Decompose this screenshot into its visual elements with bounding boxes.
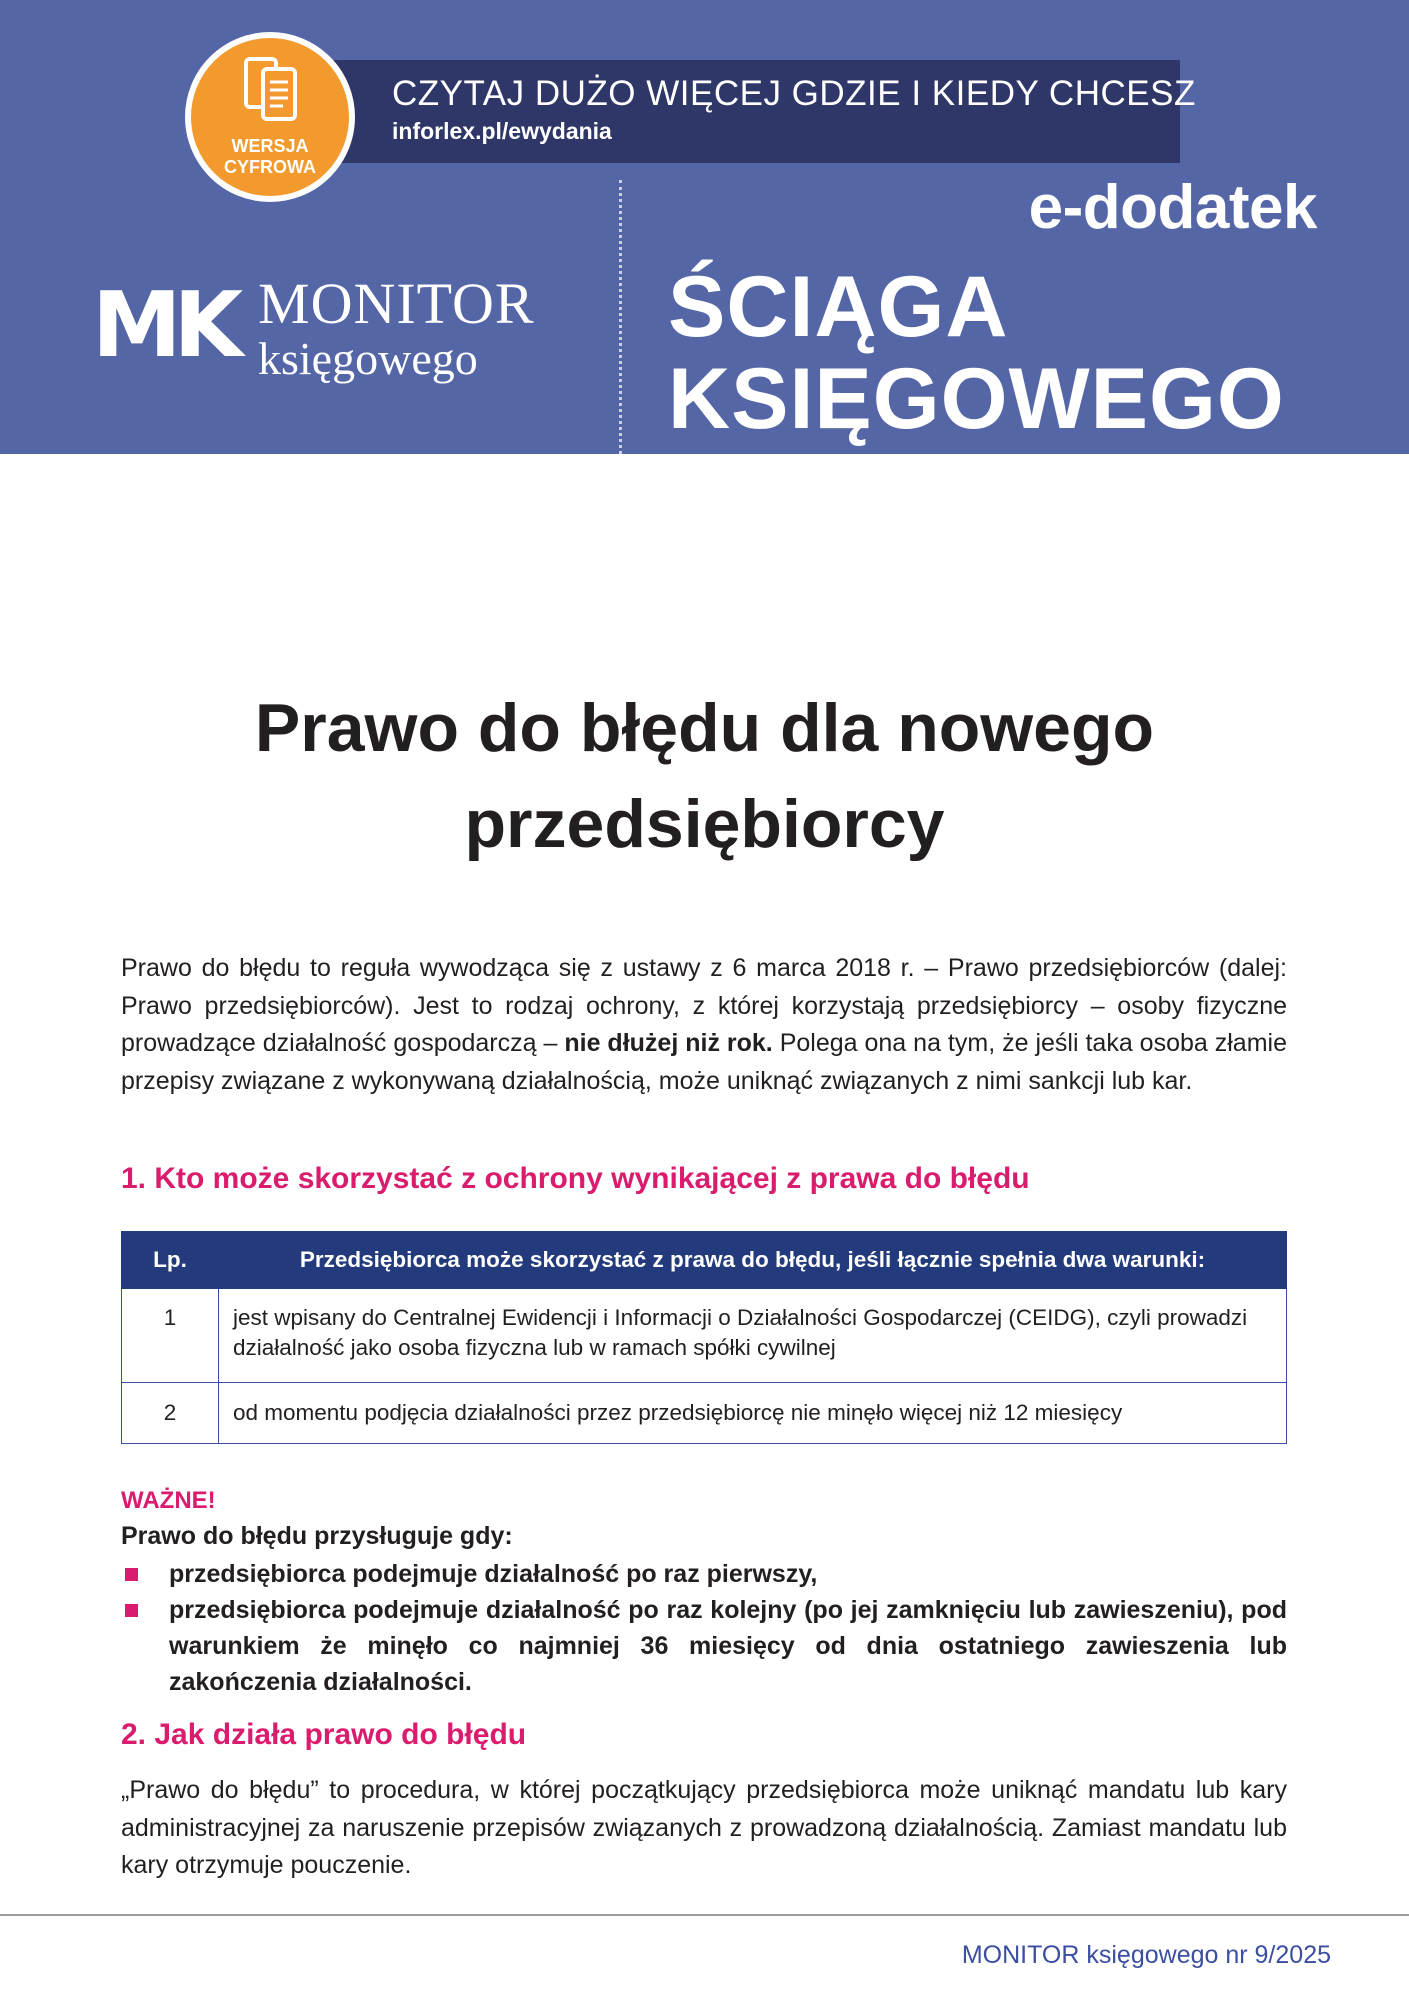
important-intro: Prawo do błędu przysługuje gdy: <box>121 1522 513 1550</box>
header-divider <box>619 180 622 454</box>
badge-label-line2: CYFROWA <box>224 157 316 177</box>
table-cell-lp: 2 <box>122 1383 219 1444</box>
footer-issue-label: MONITOR księgowego nr 9/2025 <box>961 1941 1331 1969</box>
intro-bold-text: nie dłużej niż rok. <box>564 1029 773 1057</box>
intro-text-end: Polega ona na tym, że jeśli taka osoba złamie przepisy związane z wykonywaną działalnością, może uniknąć związanych z nimi sankcji lub kar. <box>121 1029 1287 1095</box>
edodatek-label: e-dodatek <box>1028 173 1317 242</box>
important-label: WAŻNE! <box>121 1487 216 1514</box>
section1-heading: 1. Kto może skorzystać z ochrony wynikającej z prawa do błędu <box>121 1162 1030 1195</box>
table-header-row <box>122 1232 1287 1289</box>
square-bullet-icon <box>125 1604 138 1617</box>
monitor-logo-mark: MK <box>92 273 236 378</box>
list-item-text: przedsiębiorca podejmuje działalność po raz kolejny (po jej zamknięciu lub zawieszeniu), pod warunkiem że minęło co najmniej 36 miesięcy od dnia ostatniego zawieszenia lub zakończenia działalności. <box>169 1596 1287 1696</box>
table-cell-text: od momentu podjęcia działalności przez przedsiębiorcę nie minęło więcej niż 12 miesięcy <box>219 1383 1287 1444</box>
square-bullet-icon <box>125 1568 138 1581</box>
table-header-condition: Przedsiębiorca może skorzystać z prawa do błędu, jeśli łącznie spełnia dwa warunki: <box>219 1232 1287 1289</box>
digital-version-badge <box>185 32 355 202</box>
list-item <box>121 1556 1287 1592</box>
table-header-lp: Lp. <box>122 1232 219 1289</box>
intro-text-start: Prawo do błędu to reguła wywodząca się z ustawy z 6 marca 2018 r. – Prawo przedsiębiorców (dalej: Prawo przedsiębiorców). Jest to rodzaj ochrony, z której korzystają przedsiębiorcy – osoby fizyczne prowadzące działalność gospodarczą – <box>121 954 1287 1057</box>
intro-paragraph <box>121 950 1287 1100</box>
section2-paragraph: „Prawo do błędu” to procedura, w której początkujący przedsiębiorca może uniknąć mandatu lub kary administracyjnej za naruszenie przepisów związanych z prowadzoną działalnością. Zamiast mandatu lub kary otrzymuje pouczenie. <box>121 1776 1287 1879</box>
tablet-icon <box>243 56 299 127</box>
important-list <box>121 1556 1287 1700</box>
table-row <box>122 1289 1287 1383</box>
list-item <box>121 1592 1287 1700</box>
badge-label-line1: WERSJA <box>231 136 309 156</box>
conditions-table <box>121 1231 1287 1444</box>
section2-heading: 2. Jak działa prawo do błędu <box>121 1718 527 1751</box>
list-item-text: przedsiębiorca podejmuje działalność po raz pierwszy, <box>169 1560 818 1588</box>
promo-link[interactable]: inforlex.pl/ewydania <box>392 118 612 144</box>
supplement-title-line1: ŚCIĄGA <box>668 259 1009 355</box>
monitor-logo-subword: księgowego <box>258 333 478 384</box>
supplement-title-line2: KSIĘGOWEGO <box>668 351 1285 447</box>
table-row <box>122 1383 1287 1444</box>
article-title: Prawo do błędu dla nowego przedsiębiorcy <box>254 690 1155 862</box>
table-cell-lp: 1 <box>122 1289 219 1383</box>
footer-divider <box>0 1914 1409 1916</box>
promo-headline: CZYTAJ DUŻO WIĘCEJ GDZIE I KIEDY CHCESZ <box>392 74 1196 113</box>
table-cell-text: jest wpisany do Centralnej Ewidencji i Informacji o Działalności Gospodarczej (CEIDG), czyli prowadzi działalność jako osoba fizyczna lub w ramach spółki cywilnej <box>219 1289 1287 1383</box>
monitor-logo-word: MONITOR <box>258 271 535 336</box>
